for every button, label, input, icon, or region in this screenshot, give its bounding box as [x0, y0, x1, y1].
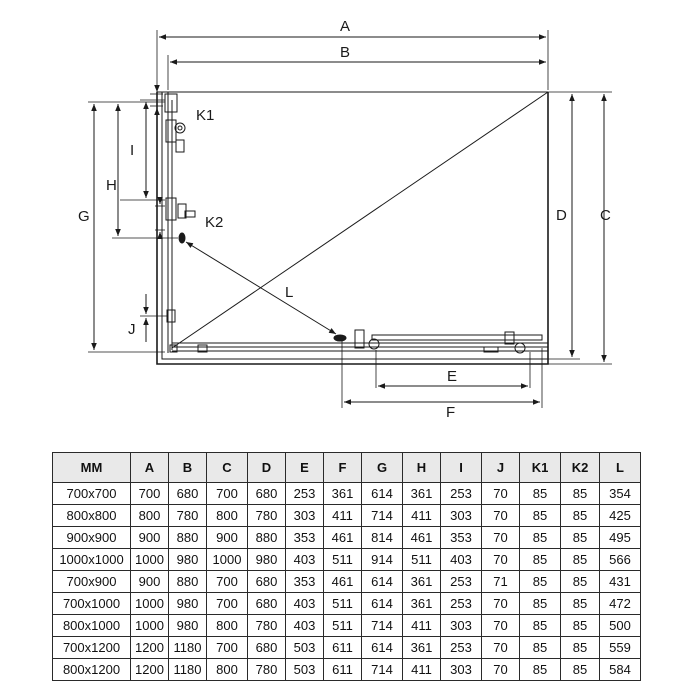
table-cell: 403 [286, 549, 324, 571]
table-cell: 411 [324, 505, 362, 527]
table-cell: 253 [441, 483, 482, 505]
table-cell: 780 [248, 505, 286, 527]
table-cell: 361 [403, 637, 441, 659]
label-e: E [447, 368, 458, 385]
label-g: G [78, 208, 90, 225]
table-cell: 411 [403, 615, 441, 637]
left-panel-hardware [165, 94, 195, 352]
label-h: H [106, 177, 117, 194]
label-b: B [340, 44, 351, 61]
table-cell: 303 [441, 505, 482, 527]
size-cell: 700x900 [53, 571, 131, 593]
table-cell: 303 [286, 505, 324, 527]
table-cell: 85 [520, 615, 561, 637]
column-header-e: E [286, 453, 324, 483]
table-cell: 495 [600, 527, 641, 549]
label-i: I [130, 142, 135, 159]
table-cell: 253 [441, 637, 482, 659]
table-cell: 680 [169, 483, 207, 505]
table-cell: 1200 [131, 637, 169, 659]
table-cell: 461 [403, 527, 441, 549]
size-cell: 700x700 [53, 483, 131, 505]
diagonal-line [172, 92, 548, 348]
size-cell: 900x900 [53, 527, 131, 549]
table-cell: 354 [600, 483, 641, 505]
table-cell: 980 [169, 615, 207, 637]
table-cell: 980 [169, 593, 207, 615]
column-header-g: G [362, 453, 403, 483]
table-cell: 503 [286, 659, 324, 681]
table-cell: 85 [520, 505, 561, 527]
table-cell: 411 [403, 659, 441, 681]
table-cell: 70 [482, 527, 520, 549]
table-cell: 980 [248, 549, 286, 571]
table-cell: 253 [441, 593, 482, 615]
table-cell: 403 [286, 593, 324, 615]
table-row [53, 549, 641, 571]
table-cell: 900 [131, 527, 169, 549]
dimensions-table [52, 452, 641, 681]
table-cell: 472 [600, 593, 641, 615]
table-cell: 714 [362, 615, 403, 637]
table-cell: 71 [482, 571, 520, 593]
table-cell: 85 [561, 659, 600, 681]
table-cell: 559 [600, 637, 641, 659]
table-cell: 500 [600, 615, 641, 637]
table-cell: 780 [169, 505, 207, 527]
table-cell: 503 [286, 637, 324, 659]
column-header-d: D [248, 453, 286, 483]
table-cell: 403 [286, 615, 324, 637]
label-a: A [340, 18, 351, 35]
column-header-b: B [169, 453, 207, 483]
size-cell: 700x1000 [53, 593, 131, 615]
table-cell: 85 [520, 483, 561, 505]
table-cell: 900 [131, 571, 169, 593]
table-cell: 611 [324, 637, 362, 659]
table-cell: 584 [600, 659, 641, 681]
table-cell: 70 [482, 615, 520, 637]
table-cell: 425 [600, 505, 641, 527]
column-header-h: H [403, 453, 441, 483]
table-cell: 353 [286, 527, 324, 549]
column-header-a: A [131, 453, 169, 483]
table-cell: 1000 [131, 549, 169, 571]
table-cell: 461 [324, 571, 362, 593]
table-cell: 680 [248, 571, 286, 593]
table-cell: 361 [403, 571, 441, 593]
table-cell: 700 [131, 483, 169, 505]
table-cell: 800 [207, 659, 248, 681]
label-k2: K2 [205, 214, 224, 231]
column-header-j: J [482, 453, 520, 483]
table-cell: 614 [362, 593, 403, 615]
dim-line-l [186, 242, 336, 334]
table-cell: 353 [286, 571, 324, 593]
column-header-l: L [600, 453, 641, 483]
table-cell: 85 [520, 527, 561, 549]
size-cell: 800x800 [53, 505, 131, 527]
label-k1: K1 [196, 107, 215, 124]
table-cell: 511 [403, 549, 441, 571]
table-cell: 70 [482, 659, 520, 681]
table-row [53, 571, 641, 593]
table-cell: 814 [362, 527, 403, 549]
table-cell: 85 [561, 549, 600, 571]
column-header-mm: MM [53, 453, 131, 483]
table-cell: 85 [561, 527, 600, 549]
table-cell: 611 [324, 659, 362, 681]
table-cell: 253 [286, 483, 324, 505]
table-cell: 361 [324, 483, 362, 505]
size-cell: 800x1000 [53, 615, 131, 637]
label-j: J [128, 321, 136, 338]
bottom-panel-hardware [198, 330, 542, 353]
table-row [53, 637, 641, 659]
table-header-row [53, 453, 641, 483]
table-cell: 411 [403, 505, 441, 527]
table-cell: 303 [441, 659, 482, 681]
table-cell: 70 [482, 505, 520, 527]
table-cell: 253 [441, 571, 482, 593]
size-cell: 800x1200 [53, 659, 131, 681]
table-cell: 800 [131, 505, 169, 527]
table-cell: 614 [362, 637, 403, 659]
table-cell: 1180 [169, 637, 207, 659]
column-header-k2: K2 [561, 453, 600, 483]
table-cell: 85 [520, 571, 561, 593]
table-row [53, 483, 641, 505]
table-cell: 700 [207, 571, 248, 593]
size-cell: 700x1200 [53, 637, 131, 659]
table-cell: 800 [207, 505, 248, 527]
table-cell: 680 [248, 483, 286, 505]
table-cell: 900 [207, 527, 248, 549]
table-cell: 1000 [207, 549, 248, 571]
table-cell: 1000 [131, 593, 169, 615]
table-cell: 780 [248, 615, 286, 637]
table-cell: 914 [362, 549, 403, 571]
table-cell: 1200 [131, 659, 169, 681]
table-cell: 85 [520, 637, 561, 659]
table-cell: 680 [248, 593, 286, 615]
table-cell: 680 [248, 637, 286, 659]
table-row [53, 615, 641, 637]
table-cell: 303 [441, 615, 482, 637]
table-cell: 511 [324, 593, 362, 615]
table-cell: 85 [520, 549, 561, 571]
table-cell: 714 [362, 505, 403, 527]
column-header-f: F [324, 453, 362, 483]
table-cell: 1180 [169, 659, 207, 681]
column-header-i: I [441, 453, 482, 483]
table-cell: 800 [207, 615, 248, 637]
column-header-k1: K1 [520, 453, 561, 483]
table-cell: 880 [169, 571, 207, 593]
table-cell: 85 [561, 571, 600, 593]
label-l: L [285, 284, 294, 301]
label-f: F [446, 404, 456, 421]
table-cell: 85 [520, 593, 561, 615]
table-cell: 85 [561, 505, 600, 527]
table-cell: 431 [600, 571, 641, 593]
table-cell: 780 [248, 659, 286, 681]
table-cell: 361 [403, 483, 441, 505]
table-cell: 70 [482, 593, 520, 615]
table-cell: 1000 [131, 615, 169, 637]
dimension-labels [78, 18, 611, 421]
table-cell: 714 [362, 659, 403, 681]
table-cell: 70 [482, 483, 520, 505]
table-cell: 353 [441, 527, 482, 549]
column-header-c: C [207, 453, 248, 483]
table-cell: 85 [561, 637, 600, 659]
table-cell: 85 [561, 593, 600, 615]
table-cell: 614 [362, 483, 403, 505]
table-cell: 700 [207, 483, 248, 505]
size-cell: 1000x1000 [53, 549, 131, 571]
table-cell: 980 [169, 549, 207, 571]
table-cell: 70 [482, 549, 520, 571]
table-cell: 85 [561, 483, 600, 505]
table-cell: 614 [362, 571, 403, 593]
table-row [53, 527, 641, 549]
table-cell: 403 [441, 549, 482, 571]
table-cell: 70 [482, 637, 520, 659]
table-row [53, 505, 641, 527]
table-row [53, 659, 641, 681]
table-cell: 85 [561, 615, 600, 637]
table-cell: 461 [324, 527, 362, 549]
table-cell: 361 [403, 593, 441, 615]
table-cell: 511 [324, 549, 362, 571]
table-cell: 700 [207, 637, 248, 659]
table-cell: 880 [169, 527, 207, 549]
label-c: C [600, 207, 611, 224]
table-cell: 85 [520, 659, 561, 681]
table-cell: 566 [600, 549, 641, 571]
table-row [53, 593, 641, 615]
table-cell: 511 [324, 615, 362, 637]
table-cell: 880 [248, 527, 286, 549]
table-cell: 700 [207, 593, 248, 615]
label-d: D [556, 207, 567, 224]
